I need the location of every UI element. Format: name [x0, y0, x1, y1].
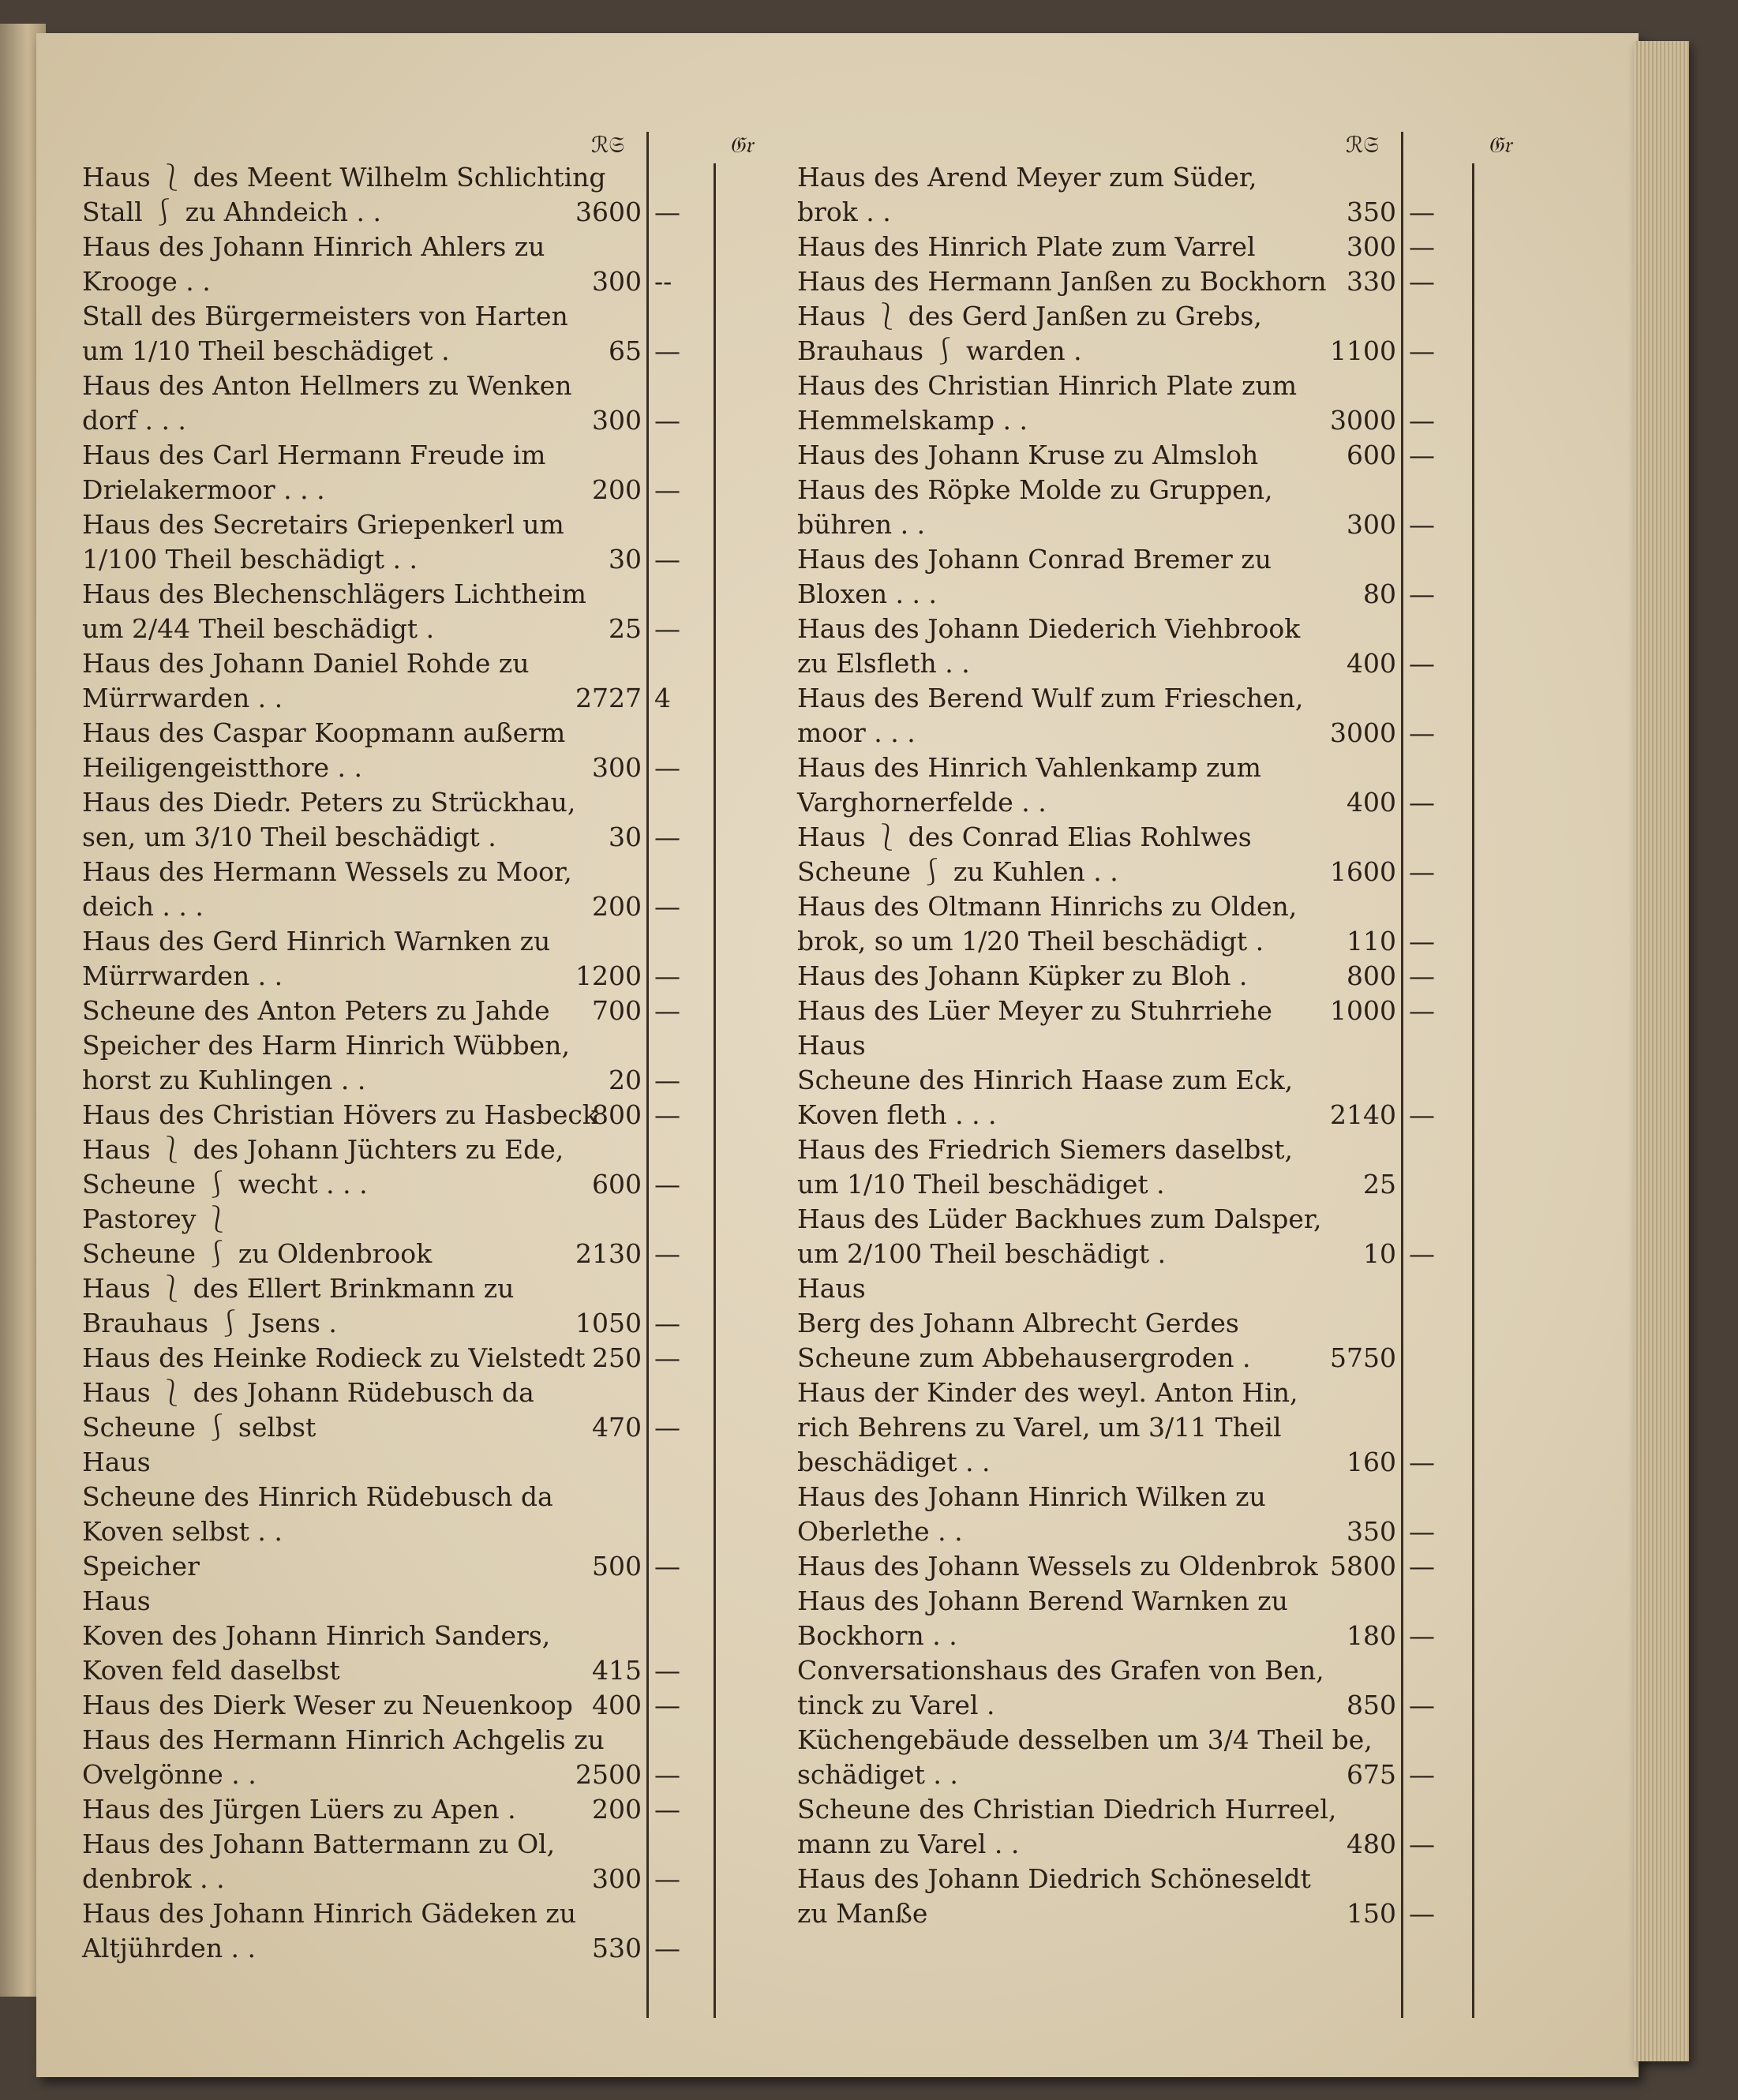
entry-text-line: Haus ⎱ des Meent Wilhelm Schlichting	[82, 162, 606, 193]
entry-text-line: denbrok . .	[82, 1863, 225, 1894]
ledger-entry	[82, 1271, 761, 1341]
subunit-value: —	[654, 1065, 680, 1095]
entry-text-line: um 1/10 Theil beschädiget .	[82, 335, 450, 366]
entry-text-line: Haus des Heinke Rodieck zu Vielstedt	[82, 1342, 586, 1373]
entry-amount: 500	[592, 1551, 642, 1582]
page-edges	[1634, 41, 1689, 2061]
subunit-value: —	[1409, 1099, 1435, 1130]
subunit-value: —	[1409, 231, 1435, 262]
entry-amount: 800	[1347, 960, 1396, 991]
ledger-entry	[797, 369, 1502, 438]
subunit-value: —	[1409, 335, 1435, 366]
entry-text-line: Hemmelskamp . .	[797, 405, 1028, 436]
ledger-entry	[82, 1202, 761, 1271]
entry-text-line: beschädiget . .	[797, 1447, 991, 1477]
entry-text-line: Haus der Kinder des weyl. Anton Hin,	[797, 1377, 1298, 1408]
ledger-entry	[82, 1098, 761, 1132]
ledger-entry	[797, 1792, 1502, 1862]
entry-amount: 5750	[1330, 1342, 1396, 1373]
ledger-entry	[82, 1792, 761, 1827]
entry-text-line: Scheune des Hinrich Rüdebusch da	[82, 1481, 553, 1512]
subunit-value: —	[654, 1933, 680, 1963]
ledger-entry	[82, 369, 761, 438]
subunit-value: --	[654, 266, 672, 297]
subunit-value: —	[1409, 509, 1435, 540]
entry-amount: 80	[1363, 578, 1396, 609]
entry-text-line: horst zu Kuhlingen . .	[82, 1065, 366, 1095]
subunit-value: —	[654, 1655, 680, 1686]
subunit-value: —	[1409, 578, 1435, 609]
entry-text-line: rich Behrens zu Varel, um 3/11 Theil	[797, 1412, 1282, 1443]
subunit-header: 𝔊𝔯	[729, 132, 753, 158]
entry-text-line: Haus des Hinrich Plate zum Varrel	[797, 231, 1256, 262]
entry-amount: 1000	[1330, 995, 1396, 1026]
entry-amount: 330	[1347, 266, 1396, 297]
ledger-entry	[82, 1827, 761, 1896]
entry-text-line: Haus des Jürgen Lüers zu Apen .	[82, 1794, 516, 1825]
entry-amount: 10	[1363, 1238, 1396, 1269]
entry-text-line: Haus	[82, 1585, 151, 1616]
ledger-entry	[82, 1896, 761, 1966]
entry-amount: 1200	[575, 960, 642, 991]
ledger-entry	[82, 160, 761, 230]
entry-amount: 200	[592, 474, 642, 505]
entry-amount: 2130	[575, 1238, 642, 1269]
entry-text-line: Berg des Johann Albrecht Gerdes	[797, 1308, 1239, 1338]
entry-text-line: Haus des Blechenschlägers Lichtheim	[82, 578, 586, 609]
entry-text-line: Küchengebäude desselben um 3/4 Theil be,	[797, 1724, 1373, 1755]
ledger-entry	[82, 994, 761, 1028]
entry-amount: 1600	[1330, 856, 1396, 887]
entry-text-line: Krooge . .	[82, 266, 211, 297]
entry-text-line: Haus des Johann Daniel Rohde zu	[82, 648, 530, 679]
entry-text-line: Pastorey ⎱	[82, 1203, 230, 1234]
entry-text-line: Haus des Johann Battermann zu Ol,	[82, 1829, 556, 1859]
subunit-value: 4	[654, 683, 671, 713]
entry-text-line: zu Manße	[797, 1898, 928, 1929]
entry-text-line: Haus ⎱ des Gerd Janßen zu Grebs,	[797, 301, 1262, 331]
subunit-value: —	[1409, 1829, 1435, 1859]
subunit-value: —	[1409, 1690, 1435, 1720]
ledger-entry	[797, 230, 1502, 264]
entry-amount: 2727	[575, 683, 642, 713]
subunit-value: —	[654, 1342, 680, 1373]
ledger-entry	[82, 1028, 761, 1098]
currency-header: ℛ𝔖	[591, 132, 624, 158]
subunit-value: —	[654, 1690, 680, 1720]
subunit-value: —	[1409, 1447, 1435, 1477]
subunit-value: —	[654, 1238, 680, 1269]
entry-text-line: Speicher	[82, 1551, 200, 1582]
entry-text-line: Stall ⎰ zu Ahndeich . .	[82, 197, 382, 227]
ledger-entry	[82, 716, 761, 785]
ledger-entry	[82, 1376, 761, 1445]
ledger-entry	[797, 438, 1502, 473]
entry-text-line: Haus	[797, 1273, 866, 1304]
ledger-entry	[797, 160, 1502, 230]
entry-amount: 600	[592, 1169, 642, 1200]
entry-amount: 300	[592, 752, 642, 783]
entry-text-line: um 2/100 Theil beschädigt .	[797, 1238, 1167, 1269]
entry-text-line: Scheune des Hinrich Haase zum Eck,	[797, 1065, 1294, 1095]
entry-text-line: Brauhaus ⎰ warden .	[797, 335, 1082, 366]
entry-text-line: Speicher des Harm Hinrich Wübben,	[82, 1030, 570, 1061]
entry-text-line: Drielakermoor . . .	[82, 474, 325, 505]
subunit-value: —	[654, 1759, 680, 1790]
subunit-value: —	[654, 197, 680, 227]
ledger-entry	[797, 889, 1502, 959]
ledger-entry	[82, 1132, 761, 1202]
entry-text-line: Mürrwarden . .	[82, 960, 283, 991]
entry-text-line: bühren . .	[797, 509, 926, 540]
subunit-value: —	[654, 1308, 680, 1338]
entry-amount: 800	[592, 1099, 642, 1130]
entry-text-line: tinck zu Varel .	[797, 1690, 995, 1720]
ledger-entry	[797, 1862, 1502, 1931]
entry-amount: 1100	[1330, 335, 1396, 366]
ledger-entry	[797, 820, 1502, 889]
subunit-value: —	[1409, 1551, 1435, 1582]
entry-text-line: Haus des Secretairs Griepenkerl um	[82, 509, 564, 540]
subunit-value: —	[654, 544, 680, 575]
ledger-entry	[797, 1028, 1502, 1132]
entry-text-line: Oberlethe . .	[797, 1516, 963, 1547]
entry-amount: 3000	[1330, 405, 1396, 436]
entry-text-line: zu Elsfleth . .	[797, 648, 970, 679]
ledger-entry	[797, 299, 1502, 369]
entry-text-line: Bockhorn . .	[797, 1620, 957, 1651]
entry-text-line: Scheune ⎰ zu Kuhlen . .	[797, 856, 1118, 887]
ledger-entry	[82, 1584, 761, 1688]
entry-text-line: Varghornerfelde . .	[797, 787, 1047, 818]
ledger-entry	[82, 785, 761, 855]
entry-text-line: Haus des Johann Kruse zu Almsloh	[797, 440, 1259, 470]
entry-text-line: Haus des Hermann Hinrich Achgelis zu	[82, 1724, 605, 1755]
entry-amount: 25	[609, 613, 642, 644]
entry-amount: 350	[1347, 197, 1396, 227]
ledger-entry	[82, 1341, 761, 1376]
entry-text-line: Haus	[797, 1030, 866, 1061]
ledger-entry	[797, 1480, 1502, 1549]
entry-text-line: Haus des Dierk Weser zu Neuenkoop	[82, 1690, 573, 1720]
ledger-entry	[82, 1723, 761, 1792]
ledger-entry	[82, 507, 761, 577]
entry-text-line: Altjührden . .	[82, 1933, 257, 1963]
entry-text-line: Haus	[82, 1447, 151, 1477]
entry-text-line: Haus des Johann Hinrich Gädeken zu	[82, 1898, 576, 1929]
subunit-value: —	[1409, 405, 1435, 436]
ledger-entry	[82, 855, 761, 924]
subunit-value: —	[1409, 995, 1435, 1026]
subunit-value: —	[1409, 717, 1435, 748]
entry-text-line: brok . .	[797, 197, 891, 227]
subunit-value: —	[1409, 1238, 1435, 1269]
entry-text-line: Haus des Johann Conrad Bremer zu	[797, 544, 1272, 575]
ledger-entry	[797, 994, 1502, 1028]
entry-text-line: Heiligengeistthore . .	[82, 752, 362, 783]
entry-text-line: Haus des Hermann Wessels zu Moor,	[82, 856, 572, 887]
ledger-entry	[82, 646, 761, 716]
entry-text-line: Scheune des Christian Diedrich Hurreel,	[797, 1794, 1337, 1825]
entry-amount: 530	[592, 1933, 642, 1963]
subunit-value: —	[654, 752, 680, 783]
entry-text-line: Haus des Johann Berend Warnken zu	[797, 1585, 1288, 1616]
entry-amount: 2500	[575, 1759, 642, 1790]
subunit-value: —	[1409, 266, 1435, 297]
entry-amount: 5800	[1330, 1551, 1396, 1582]
entry-amount: 3000	[1330, 717, 1396, 748]
entry-text-line: Haus des Anton Hellmers zu Wenken	[82, 370, 572, 401]
subunit-value: —	[654, 405, 680, 436]
entry-text-line: Stall des Bürgermeisters von Harten	[82, 301, 568, 331]
entry-text-line: Haus ⎱ des Johann Rüdebusch da	[82, 1377, 534, 1408]
entry-text-line: deich . . .	[82, 891, 204, 922]
entry-text-line: Haus des Arend Meyer zum Süder,	[797, 162, 1257, 193]
subunit-value: —	[1409, 856, 1435, 887]
ledger-entry	[797, 1271, 1502, 1376]
entry-text-line: Haus des Christian Hinrich Plate zum	[797, 370, 1297, 401]
entry-text-line: dorf . . .	[82, 405, 186, 436]
entry-amount: 400	[592, 1690, 642, 1720]
ledger-entry	[797, 1132, 1502, 1202]
entry-text-line: Haus des Lüer Meyer zu Stuhrriehe	[797, 995, 1272, 1026]
ledger-entry	[797, 1202, 1502, 1271]
entry-amount: 480	[1347, 1829, 1396, 1859]
ledger-entry	[797, 751, 1502, 820]
subunit-value: —	[654, 335, 680, 366]
ledger-entry	[797, 1549, 1502, 1584]
ledger-entry	[82, 924, 761, 994]
subunit-value: —	[1409, 926, 1435, 956]
ledger-entry	[797, 473, 1502, 542]
entry-text-line: Haus des Röpke Molde zu Gruppen,	[797, 474, 1273, 505]
entry-text-line: moor . . .	[797, 717, 916, 748]
entry-text-line: Koven selbst . .	[82, 1516, 283, 1547]
subunit-value: —	[1409, 960, 1435, 991]
entry-text-line: Haus des Oltmann Hinrichs zu Olden,	[797, 891, 1298, 922]
subunit-value: —	[654, 1551, 680, 1582]
subunit-value: —	[654, 822, 680, 852]
ledger-entry	[82, 577, 761, 646]
entry-amount: 600	[1347, 440, 1396, 470]
entry-text-line: Haus des Hermann Janßen zu Bockhorn	[797, 266, 1327, 297]
entry-amount: 250	[592, 1342, 642, 1373]
entry-amount: 150	[1347, 1898, 1396, 1929]
entry-text-line: sen, um 3/10 Theil beschädigt .	[82, 822, 496, 852]
entry-text-line: Mürrwarden . .	[82, 683, 283, 713]
ledger-entry	[797, 1653, 1502, 1723]
entry-amount: 20	[609, 1065, 642, 1095]
entry-text-line: 1/100 Theil beschädigt . .	[82, 544, 418, 575]
ledger-entry	[797, 612, 1502, 681]
entry-text-line: um 2/44 Theil beschädigt .	[82, 613, 435, 644]
entry-amount: 160	[1347, 1447, 1396, 1477]
entry-text-line: Haus des Christian Hövers zu Hasbeck	[82, 1099, 598, 1130]
subunit-header: 𝔊𝔯	[1488, 132, 1511, 158]
entry-amount: 180	[1347, 1620, 1396, 1651]
entry-amount: 25	[1363, 1169, 1396, 1200]
entry-text-line: Haus ⎱ des Johann Jüchters zu Ede,	[82, 1134, 564, 1165]
entry-amount: 30	[609, 544, 642, 575]
entry-text-line: Haus ⎱ des Conrad Elias Rohlwes	[797, 822, 1252, 852]
entry-text-line: Haus des Johann Diederich Viehbrook	[797, 613, 1301, 644]
subunit-value: —	[1409, 1898, 1435, 1929]
subunit-value: —	[1409, 197, 1435, 227]
ledger-entry	[797, 1584, 1502, 1653]
entry-text-line: schädiget . .	[797, 1759, 958, 1790]
subunit-value: —	[654, 1169, 680, 1200]
entry-text-line: brok, so um 1/20 Theil beschädigt .	[797, 926, 1264, 956]
entry-amount: 415	[592, 1655, 642, 1686]
entry-text-line: Koven feld daselbst	[82, 1655, 340, 1686]
subunit-value: —	[1409, 787, 1435, 818]
entry-amount: 675	[1347, 1759, 1396, 1790]
entry-text-line: Haus des Gerd Hinrich Warnken zu	[82, 926, 551, 956]
entry-amount: 300	[1347, 509, 1396, 540]
entry-text-line: mann zu Varel . .	[797, 1829, 1020, 1859]
entry-text-line: Conversationshaus des Grafen von Ben,	[797, 1655, 1324, 1686]
entry-text-line: Haus des Johann Wessels zu Oldenbrok	[797, 1551, 1318, 1582]
entry-amount: 65	[609, 335, 642, 366]
subunit-value: —	[654, 1794, 680, 1825]
ledger-entry	[82, 299, 761, 369]
ledger-entry	[797, 542, 1502, 612]
subunit-value: —	[654, 1099, 680, 1130]
entry-text-line: Haus des Carl Hermann Freude im	[82, 440, 546, 470]
ledger-entry	[797, 959, 1502, 994]
subunit-value: —	[654, 995, 680, 1026]
subunit-value: —	[1409, 440, 1435, 470]
entry-text-line: Scheune ⎰ wecht . . .	[82, 1169, 368, 1200]
entry-amount: 700	[592, 995, 642, 1026]
entry-text-line: um 1/10 Theil beschädiget .	[797, 1169, 1165, 1200]
entry-amount: 200	[592, 891, 642, 922]
entry-text-line: Haus ⎱ des Ellert Brinkmann zu	[82, 1273, 515, 1304]
entry-text-line: Haus des Johann Diedrich Schöneseldt	[797, 1863, 1311, 1894]
entry-amount: 1050	[575, 1308, 642, 1338]
entry-text-line: Haus des Hinrich Vahlenkamp zum	[797, 752, 1261, 783]
entry-text-line: Koven fleth . . .	[797, 1099, 997, 1130]
entry-text-line: Haus des Johann Küpker zu Bloh .	[797, 960, 1248, 991]
ledger-entry	[82, 1688, 761, 1723]
subunit-value: —	[654, 613, 680, 644]
entry-text-line: Scheune des Anton Peters zu Jahde	[82, 995, 550, 1026]
entry-text-line: Ovelgönne . .	[82, 1759, 257, 1790]
subunit-value: —	[654, 1863, 680, 1894]
ledger-entry	[797, 1723, 1502, 1792]
entry-amount: 30	[609, 822, 642, 852]
subunit-value: —	[1409, 1516, 1435, 1547]
ledger-entry	[82, 438, 761, 507]
entry-text-line: Haus des Lüder Backhues zum Dalsper,	[797, 1203, 1322, 1234]
entry-text-line: Scheune ⎰ zu Oldenbrook	[82, 1238, 433, 1269]
entry-text-line: Haus des Johann Hinrich Wilken zu	[797, 1481, 1266, 1512]
entry-text-line: Haus des Friedrich Siemers daselbst,	[797, 1134, 1293, 1165]
entry-text-line: Haus des Berend Wulf zum Frieschen,	[797, 683, 1304, 713]
entry-amount: 300	[592, 1863, 642, 1894]
ledger-entry	[797, 1376, 1502, 1480]
entry-text-line: Haus des Johann Hinrich Ahlers zu	[82, 231, 545, 262]
subunit-value: —	[654, 1412, 680, 1443]
entry-amount: 400	[1347, 648, 1396, 679]
entry-amount: 200	[592, 1794, 642, 1825]
entry-text-line: Brauhaus ⎰ Jsens .	[82, 1308, 337, 1338]
entry-amount: 350	[1347, 1516, 1396, 1547]
entry-text-line: Haus des Caspar Koopmann außerm	[82, 717, 566, 748]
ledger-entry	[797, 264, 1502, 299]
entry-amount: 2140	[1330, 1099, 1396, 1130]
entry-text-line: Scheune zum Abbehausergroden .	[797, 1342, 1251, 1373]
entry-text-line: Koven des Johann Hinrich Sanders,	[82, 1620, 551, 1651]
entry-amount: 300	[1347, 231, 1396, 262]
entry-amount: 300	[592, 405, 642, 436]
currency-header: ℛ𝔖	[1346, 132, 1379, 158]
subunit-value: —	[1409, 648, 1435, 679]
subunit-value: —	[1409, 1620, 1435, 1651]
entry-text-line: Scheune ⎰ selbst	[82, 1412, 317, 1443]
entry-amount: 850	[1347, 1690, 1396, 1720]
entry-amount: 400	[1347, 787, 1396, 818]
subunit-value: —	[654, 474, 680, 505]
entry-text-line: Haus des Diedr. Peters zu Strückhau,	[82, 787, 576, 818]
subunit-value: —	[654, 891, 680, 922]
ledger-entry	[82, 230, 761, 299]
entry-amount: 110	[1347, 926, 1396, 956]
entry-text-line: Bloxen . . .	[797, 578, 938, 609]
entry-amount: 300	[592, 266, 642, 297]
ledger-entry	[797, 681, 1502, 751]
entry-amount: 470	[592, 1412, 642, 1443]
ledger-entry	[82, 1445, 761, 1584]
subunit-value: —	[654, 960, 680, 991]
page	[36, 33, 1639, 2077]
entry-amount: 3600	[575, 197, 642, 227]
subunit-value: —	[1409, 1759, 1435, 1790]
